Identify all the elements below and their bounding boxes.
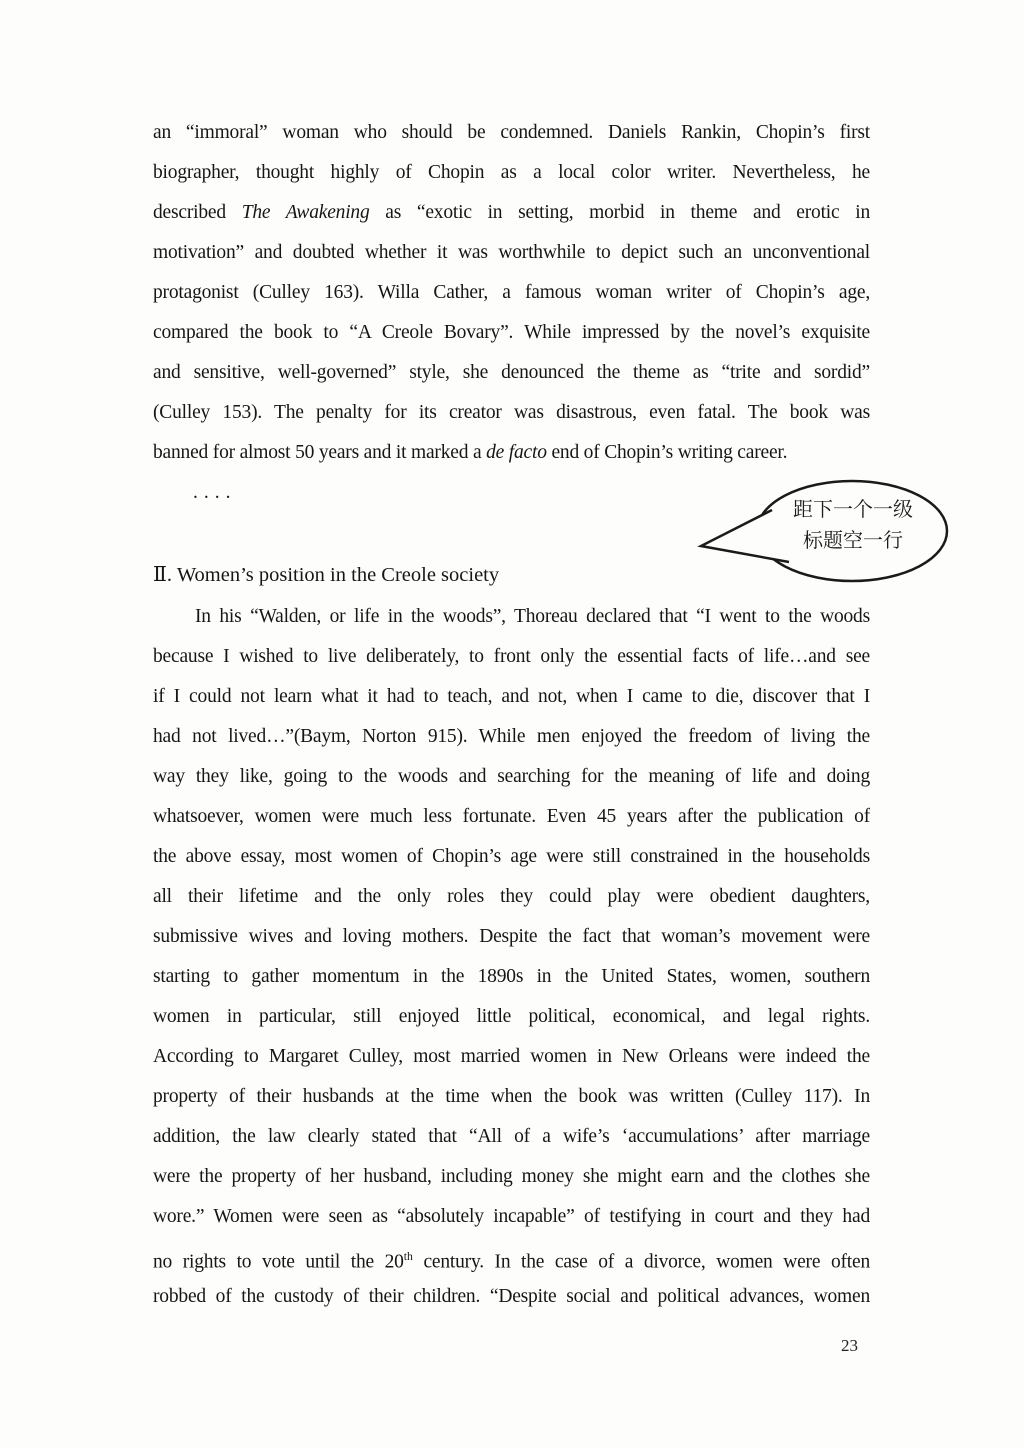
page-number: 23 <box>841 1336 858 1355</box>
callout-line-1: 距下一个一级 <box>793 499 913 521</box>
ellipsis-line: .... <box>193 482 237 503</box>
text-line <box>153 153 870 193</box>
text-line <box>153 997 870 1037</box>
text-line <box>153 597 870 637</box>
text-segment: protagonist (Culley 163). Willa Cather, a famous woman writer of Chopin’s age, <box>153 282 870 303</box>
text-line <box>153 1077 870 1117</box>
text-line <box>153 1037 870 1077</box>
italic-text: de facto <box>486 442 547 463</box>
text-segment: way they like, going to the woods and searching for the meaning of life and doing <box>153 766 870 787</box>
text-line <box>153 113 870 153</box>
text-segment: if I could not learn what it had to teach, and not, when I came to die, discover that I <box>153 686 870 707</box>
text-segment: property of their husbands at the time when the book was written (Culley 117). In <box>153 1086 870 1107</box>
text-segment: starting to gather momentum in the 1890s in the United States, women, southern <box>153 966 870 987</box>
text-segment: all their lifetime and the only roles they could play were obedient daughters, <box>153 886 870 907</box>
text-segment: no rights to vote until the 20 <box>153 1251 404 1273</box>
text-segment: and sensitive, well-governed” style, she denounced the theme as “trite and sordid” <box>153 362 870 383</box>
text-segment: motivation” and doubted whether it was worthwhile to depict such an unconventional <box>153 242 870 263</box>
text-line <box>153 717 870 757</box>
text-line <box>153 393 870 433</box>
text-line <box>153 1277 870 1317</box>
text-line <box>153 1237 870 1277</box>
text-segment: women in particular, still enjoyed little political, economical, and legal rights. <box>153 1006 870 1027</box>
text-segment: (Culley 153). The penalty for its creator was disastrous, even fatal. The book was <box>153 402 870 423</box>
text-segment: the above essay, most women of Chopin’s age were still constrained in the households <box>153 846 870 867</box>
text-line <box>153 957 870 997</box>
text-line <box>153 273 870 313</box>
text-line <box>153 797 870 837</box>
italic-text: The Awakening <box>241 202 370 223</box>
text-segment: because I wished to live deliberately, to front only the essential facts of life…and see <box>153 646 870 667</box>
document-body <box>153 113 870 1317</box>
text-segment: had not lived…”(Baym, Norton 915). While men enjoyed the freedom of living the <box>153 726 870 747</box>
paragraph-continuation <box>153 113 870 473</box>
text-segment: were the property of her husband, including money she might earn and the clothes she <box>153 1166 870 1187</box>
text-line <box>153 877 870 917</box>
text-segment: According to Margaret Culley, most married women in New Orleans were indeed the <box>153 1046 870 1067</box>
text-line <box>153 1197 870 1237</box>
text-line <box>153 1117 870 1157</box>
text-line <box>153 917 870 957</box>
callout-line-2: 标题空一行 <box>803 530 903 552</box>
text-segment: In his “Walden, or life in the woods”, Thoreau declared that “I went to the woods <box>195 606 870 627</box>
text-line <box>153 677 870 717</box>
text-segment: banned for almost 50 years and it marked a <box>153 442 487 463</box>
superscript-text: th <box>403 1250 413 1263</box>
callout-annotation <box>772 495 934 557</box>
paragraph-body <box>153 597 870 1317</box>
text-line <box>153 1157 870 1197</box>
text-segment: addition, the law clearly stated that “All of a wife’s ‘accumulations’ after marriage <box>153 1126 870 1147</box>
text-segment: wore.” Women were seen as “absolutely incapable” of testifying in court and they had <box>153 1206 870 1227</box>
text-segment: century. In the case of a divorce, women were often <box>412 1251 870 1273</box>
text-line <box>153 837 870 877</box>
text-line <box>153 193 870 233</box>
text-segment: as “exotic in setting, morbid in theme and erotic in <box>369 202 870 223</box>
text-line <box>153 233 870 273</box>
text-segment: robbed of the custody of their children. “Despite social and political advances, women <box>153 1286 870 1307</box>
text-line <box>153 313 870 353</box>
text-segment: an “immoral” woman who should be condemned. Daniels Rankin, Chopin’s first <box>153 122 870 143</box>
text-segment: biographer, thought highly of Chopin as a local color writer. Nevertheless, he <box>153 162 870 183</box>
section-heading: Ⅱ. Women’s position in the Creole society <box>153 564 500 586</box>
text-segment: submissive wives and loving mothers. Despite the fact that woman’s movement were <box>153 926 870 947</box>
text-segment: end of Chopin’s writing career. <box>546 442 788 463</box>
text-line <box>153 433 870 473</box>
text-line <box>153 353 870 393</box>
text-segment: whatsoever, women were much less fortunate. Even 45 years after the publication of <box>153 806 870 827</box>
text-segment: described <box>153 202 242 223</box>
text-line <box>153 757 870 797</box>
text-line <box>153 637 870 677</box>
text-segment: compared the book to “A Creole Bovary”. While impressed by the novel’s exquisite <box>153 322 870 343</box>
